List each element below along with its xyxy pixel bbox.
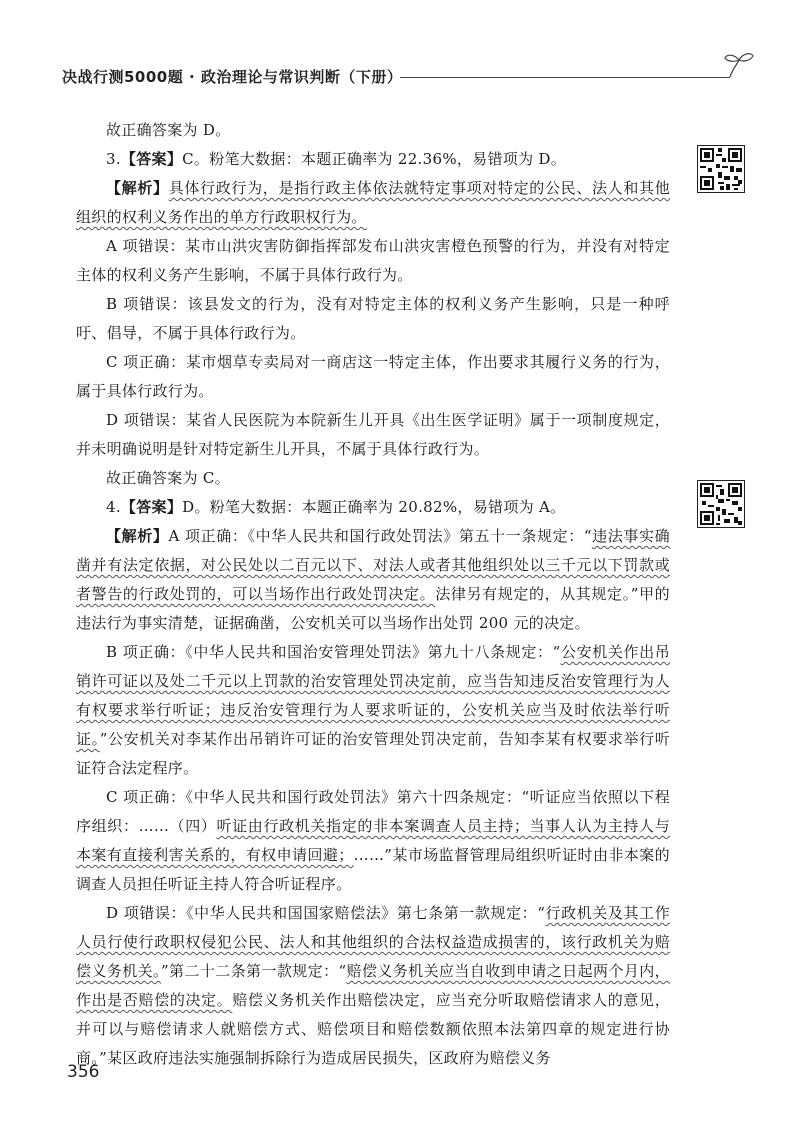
- page-number: 356: [67, 1062, 100, 1082]
- sprout-icon: [722, 50, 756, 80]
- option-c-3: C 项正确：某市烟草专卖局对一商店这一特定主体，作出要求其履行义务的行为，属于具体行政行为。: [76, 353, 670, 400]
- running-header: [62, 64, 752, 88]
- paragraph: 故正确答案为 C。: [106, 469, 230, 487]
- option-c-4: C 项正确：《中华人民共和国行政处罚法》第六十四条规定：“听证应当依照以下程序组织：……（四）听证由行政机关指定的非本案调查人员主持；当事人认为主持人与本案有直接利害关系的，有权申请回避；……”某市场监督管理局组织听证时由非本案的调查人员担任听证主持人符合听证程序。: [76, 788, 670, 893]
- analysis-label: 【解析】: [106, 527, 169, 545]
- header-title: 决战行测5000题 · 政治理论与常识判断（下册）: [62, 68, 403, 86]
- answer-3: 3.【答案】C。粉笔大数据：本题正确率为 22.36%，易错项为 D。: [106, 150, 567, 168]
- option-d-4: D 项错误：《中华人民共和国国家赔偿法》第七条第一款规定：“行政机关及其工作人员行使行政职权侵犯公民、法人和其他组织的合法权益造成损害的，该行政机关为赔偿义务机关。”第二十二条第一款规定：“赔偿义务机关应当自收到申请之日起两个月内，作出是否赔偿的决定。赔偿义务机关作出赔偿决定，应当充分听取赔偿请求人的意见，并可以与赔偿请求人就赔偿方式、赔偿项目和赔偿数额依照本法第四章的规定进行协商。”某区政府违法实施强制拆除行为造成居民损失，区政府为赔偿义务: [76, 904, 670, 1067]
- option-a-4: 【解析】A 项正确：《中华人民共和国行政处罚法》第五十一条规定：“违法事实确凿并有法定依据，对公民处以二百元以下、对法人或者其他组织处以三千元以下罚款或者警告的行政处罚的，可以当场作出行政处罚决定。法律另有规定的，从其规定。”甲的违法行为事实清楚，证据确凿，公安机关可以当场作出处罚 200 元的决定。: [76, 527, 670, 632]
- option-d-3: D 项错误：某省人民医院为本院新生儿开具《出生医学证明》属于一项制度规定，并未明确说明是针对特定新生儿开具，不属于具体行政行为。: [76, 411, 670, 458]
- analysis-3: 【解析】具体行政行为，是指行政主体依法就特定事项对特定的公民、法人和其他组织的权利义务作出的单方行政职权行为。: [76, 179, 671, 226]
- answer-explanations: [76, 116, 670, 1073]
- option-b-4: B 项正确：《中华人民共和国治安管理处罚法》第九十八条规定：“公安机关作出吊销许可证以及处二千元以上罚款的治安管理处罚决定前，应当告知违反治安管理行为人有权要求举行听证；违反治安管理行为人要求听证的，公安机关应当及时依法举行听证。”公安机关对李某作出吊销许可证的治安管理处罚决定前，告知李某有权要求举行听证符合法定程序。: [76, 643, 671, 777]
- answer-4: 4.【答案】D。粉笔大数据：本题正确率为 20.82%，易错项为 A。: [106, 498, 566, 516]
- qr-code-icon[interactable]: [697, 145, 745, 193]
- option-a-3: A 项错误：某市山洪灾害防御指挥部发布山洪灾害橙色预警的行为，并没有对特定主体的权利义务产生影响，不属于具体行政行为。: [76, 237, 670, 284]
- paragraph: 故正确答案为 D。: [106, 121, 231, 139]
- header-rule: [400, 77, 730, 78]
- analysis-label: 【解析】: [106, 179, 169, 197]
- answer-label: 【答案】: [120, 150, 183, 168]
- answer-label: 【答案】: [120, 498, 183, 516]
- qr-code-icon[interactable]: [697, 480, 745, 528]
- option-b-3: B 项错误：该县发文的行为，没有对特定主体的权利义务产生影响，只是一种呼吁、倡导，不属于具体行政行为。: [76, 295, 670, 342]
